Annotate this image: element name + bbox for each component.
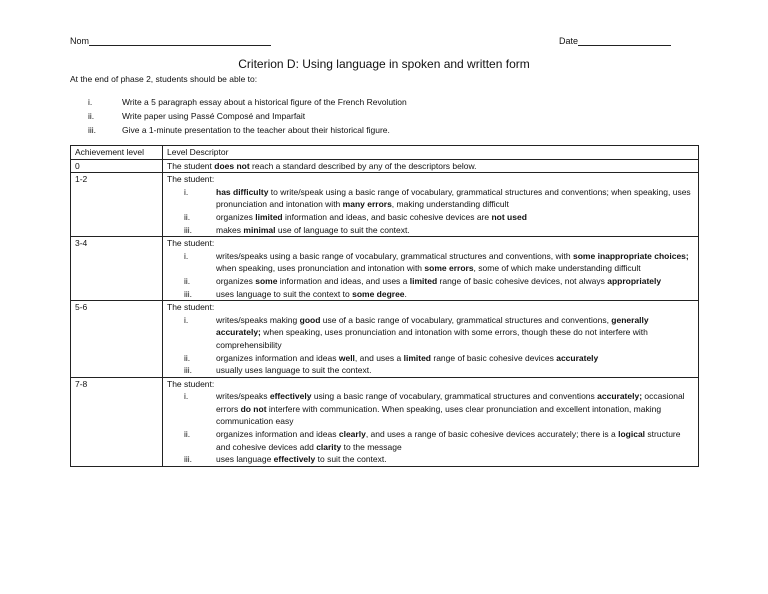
column-header-descriptor: Level Descriptor	[163, 146, 699, 160]
descriptor-item	[167, 390, 694, 428]
descriptor-item	[167, 453, 694, 466]
item-text: has difficulty to write/speak using a basic range of vocabulary, grammatical structures and conventions; when speaking, uses pronunciation and intonation with many errors, making understanding difficult	[216, 186, 691, 210]
item-text: usually uses language to suit the context.	[216, 365, 372, 376]
goal-number: iii.	[88, 125, 97, 135]
item-number: iii.	[184, 288, 193, 299]
level-cell: 7-8	[71, 377, 163, 466]
table-row	[71, 159, 699, 173]
item-number: iii.	[184, 365, 193, 376]
item-text: organizes information and ideas clearly, and uses a range of basic cohesive devices accurately; there is a logical structure and cohesive devices add clarity to the message	[216, 429, 681, 452]
goal-item	[88, 123, 407, 137]
name-blank-line	[89, 36, 271, 46]
descriptor-item	[167, 314, 694, 352]
item-text: uses language to suit the context to some degree.	[216, 288, 407, 299]
item-number: iii.	[184, 224, 193, 235]
descriptor-item	[167, 288, 694, 301]
goal-text: Give a 1-minute presentation to the teacher about their historical figure.	[122, 125, 390, 135]
descriptor-item	[167, 275, 694, 288]
item-number: ii.	[184, 429, 191, 440]
rubric-table	[70, 145, 699, 467]
date-blank-line	[578, 36, 671, 46]
item-number: i.	[184, 250, 189, 261]
table-row	[71, 377, 699, 466]
goal-item	[88, 109, 407, 123]
goal-text: Write paper using Passé Composé and Imparfait	[122, 111, 306, 121]
descriptor-item	[167, 364, 694, 377]
level-cell: 3-4	[71, 237, 163, 301]
item-text: organizes limited information and ideas, and basic cohesive devices are not used	[216, 211, 527, 222]
date-field	[559, 36, 671, 46]
item-text: makes minimal use of language to suit the context.	[216, 224, 410, 235]
item-number: ii.	[184, 211, 191, 222]
descriptor-text: The student	[167, 160, 215, 171]
level-cell: 5-6	[71, 301, 163, 378]
descriptor-cell	[163, 301, 699, 378]
descriptor-lead: The student:	[167, 174, 215, 185]
goals-list	[88, 95, 407, 137]
item-text: writes/speaks effectively using a basic range of vocabulary, grammatical structures and conventions accurately; occasional errors do not interfere with communication. When speaking, uses clear pronunciation and excellent intonation, making communication easy	[216, 391, 685, 427]
descriptor-item	[167, 250, 694, 275]
goal-text: Write a 5 paragraph essay about a historical figure of the French Revolution	[122, 97, 407, 107]
item-number: iii.	[184, 454, 193, 465]
item-number: ii.	[184, 275, 191, 286]
goal-number: ii.	[88, 111, 95, 121]
descriptor-text: reach a standard described by any of the descriptors below.	[249, 160, 477, 171]
date-label: Date	[559, 36, 579, 46]
table-row	[71, 301, 699, 378]
goal-item	[88, 95, 407, 109]
column-header-level: Achievement level	[71, 146, 163, 160]
goal-number: i.	[88, 97, 93, 107]
descriptor-item	[167, 224, 694, 237]
descriptor-item	[167, 352, 694, 365]
descriptor-lead: The student:	[167, 238, 215, 249]
name-label: Nom	[70, 36, 90, 46]
item-text: uses language effectively to suit the context.	[216, 454, 387, 465]
descriptor-lead: The student:	[167, 302, 215, 313]
item-number: ii.	[184, 352, 191, 363]
item-text: organizes information and ideas well, and uses a limited range of basic cohesive devices accurately	[216, 352, 599, 363]
descriptor-emphasis: does not	[214, 160, 250, 171]
item-text: writes/speaks making good use of a basic range of vocabulary, grammatical structures and conventions, generally accurately; when speaking, uses pronunciation and intonation with some errors, though these do not interfere with comprehensibility	[216, 314, 649, 350]
item-number: i.	[184, 391, 189, 402]
level-cell: 1-2	[71, 173, 163, 237]
descriptor-cell	[163, 159, 699, 173]
intro-text: At the end of phase 2, students should be able to:	[70, 74, 258, 84]
item-number: i.	[184, 186, 189, 197]
item-text: writes/speaks using a basic range of vocabulary, grammatical structures and conventions, with some inappropriate choices; when speaking, uses pronunciation and intonation with some errors, some of which make understanding difficult	[216, 250, 689, 274]
table-row	[71, 237, 699, 301]
descriptor-cell	[163, 377, 699, 466]
level-cell: 0	[71, 159, 163, 173]
name-field	[70, 36, 271, 46]
table-header-row	[71, 146, 699, 160]
descriptor-item	[167, 186, 694, 211]
descriptor-item	[167, 428, 694, 453]
descriptor-cell	[163, 173, 699, 237]
table-row	[71, 173, 699, 237]
item-text: organizes some information and ideas, and uses a limited range of basic cohesive devices, not always appropriately	[216, 275, 662, 286]
item-number: i.	[184, 314, 189, 325]
descriptor-item	[167, 211, 694, 224]
page-title: Criterion D: Using language in spoken and written form	[238, 57, 530, 71]
descriptor-lead: The student:	[167, 378, 215, 389]
descriptor-cell	[163, 237, 699, 301]
